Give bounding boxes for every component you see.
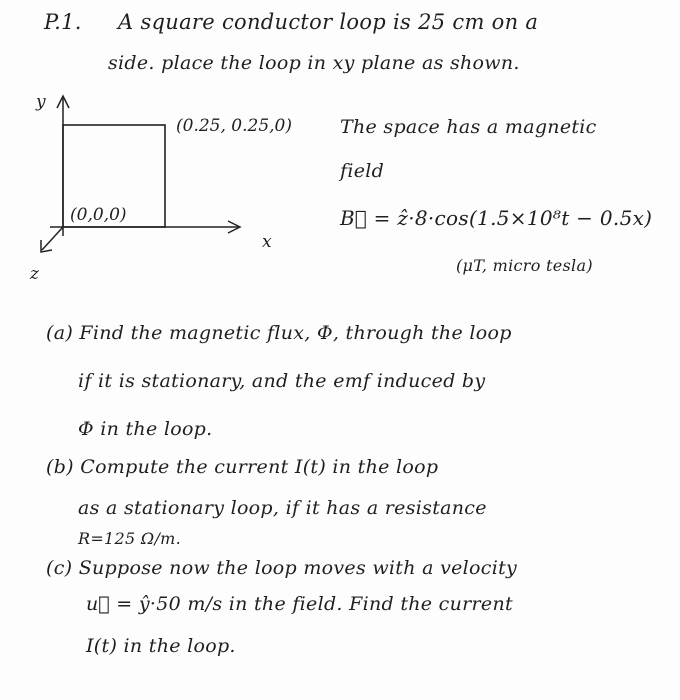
z-axis-label: z [30,264,39,284]
part-a-line-1: (a) Find the magnetic flux, Φ, through the loop [46,322,512,344]
part-c-line-1: (c) Suppose now the loop moves with a velocity [46,557,518,579]
part-b-line-3: R=125 Ω/m. [78,529,181,548]
intro-line-2: side. place the loop in xy plane as shown. [108,52,520,74]
problem-number: P.1. [44,10,82,34]
part-b-line-1: (b) Compute the current I(t) in the loop [46,456,439,478]
x-axis-label: x [262,232,272,252]
field-line-2: field [340,160,385,182]
part-c-line-3: I(t) in the loop. [86,635,236,657]
y-axis-label: y [36,92,46,112]
field-equation: B⃗ = ẑ·8·cos(1.5×10⁸t − 0.5x) [340,206,653,230]
part-c-line-2: u⃗ = ŷ·50 m/s in the field. Find the current [86,593,513,615]
corner-origin-label: (0,0,0) [70,205,127,225]
part-a-line-2: if it is stationary, and the emf induced by [78,370,486,392]
intro-line-1: A square conductor loop is 25 cm on a [118,10,539,34]
part-a-line-3: Φ in the loop. [78,418,213,440]
field-units: (μT, micro tesla) [456,256,593,275]
z-axis [42,227,63,250]
field-line-1: The space has a magnetic [340,116,597,138]
part-b-line-2: as a stationary loop, if it has a resistance [78,497,487,519]
corner-top-right-label: (0.25, 0.25,0) [176,116,292,136]
